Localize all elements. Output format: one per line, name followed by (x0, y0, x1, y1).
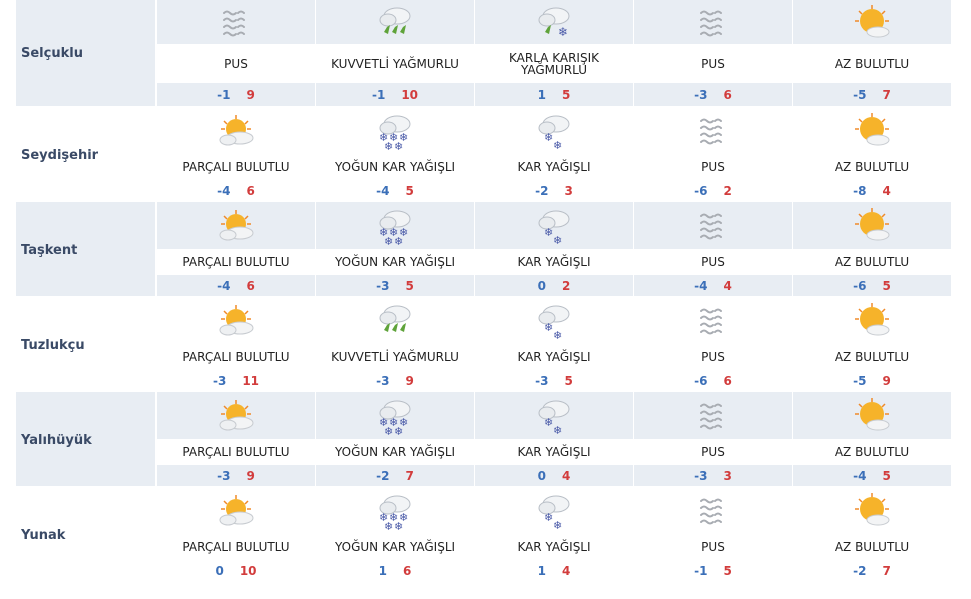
snow-icon (534, 301, 574, 341)
max-temp: 4 (882, 183, 891, 198)
min-temp: 1 (537, 87, 546, 102)
weather-description: PUS (701, 56, 725, 71)
svg-text:❄: ❄ (399, 226, 409, 239)
forecast-cell (793, 392, 951, 486)
weather-description: KAR YAĞIŞLI (517, 540, 591, 554)
min-temp: -2 (535, 183, 549, 198)
snow-icon (534, 491, 574, 531)
forecast-cell (316, 297, 474, 391)
svg-text:❄: ❄ (389, 131, 399, 144)
weather-description: AZ BULUTLU (834, 445, 910, 459)
partly-cloudy-icon (216, 491, 256, 531)
min-temp: 0 (537, 278, 546, 293)
fog-icon (693, 301, 733, 341)
forecast-cell (316, 0, 474, 106)
heavy-rain-icon (375, 3, 415, 43)
weather-description: PARÇALI BULUTLU (182, 160, 290, 174)
svg-text:❄: ❄ (553, 329, 563, 341)
svg-text:❄: ❄ (553, 519, 563, 531)
forecast-cell (157, 487, 315, 581)
min-temp: -1 (217, 87, 231, 102)
heavy-snow-icon (375, 206, 415, 246)
weather-description: KAR YAĞIŞLI (517, 255, 591, 269)
city-name: Tuzlukçu (21, 338, 85, 353)
min-temp: -3 (694, 468, 708, 483)
mostly-sunny-icon (852, 301, 892, 341)
max-temp: 9 (405, 373, 414, 388)
heavy-snow-icon (375, 491, 415, 531)
svg-text:❄: ❄ (544, 416, 554, 429)
min-temp: -3 (217, 468, 231, 483)
max-temp: 6 (246, 183, 255, 198)
fog-icon (693, 491, 733, 531)
weather-description: YOĞUN KAR YAĞIŞLI (334, 255, 456, 269)
svg-text:❄: ❄ (544, 511, 554, 524)
mostly-sunny-icon (852, 206, 892, 246)
weather-description: KAR YAĞIŞLI (517, 160, 591, 174)
max-temp: 4 (562, 563, 571, 578)
forecast-cell (634, 297, 792, 391)
svg-text:❄: ❄ (394, 235, 404, 246)
weather-description: AZ BULUTLU (834, 160, 910, 174)
weather-description: PARÇALI BULUTLU (182, 255, 290, 269)
max-temp: 7 (882, 87, 891, 102)
max-temp: 6 (723, 373, 732, 388)
max-temp: 4 (723, 278, 732, 293)
svg-text:❄: ❄ (553, 234, 563, 246)
forecast-row (16, 0, 954, 106)
max-temp: 10 (239, 563, 257, 578)
weather-description: KAR YAĞIŞLI (517, 350, 591, 364)
partly-cloudy-icon (216, 111, 256, 151)
forecast-cell (634, 392, 792, 486)
city-name: Seydişehir (21, 148, 99, 163)
svg-text:❄: ❄ (399, 131, 409, 144)
heavy-snow-icon (375, 111, 415, 151)
weather-description: KARLA KARIŞIK YAĞMURLU (509, 50, 599, 77)
city-name: Taşkent (16, 202, 155, 296)
max-temp: 5 (562, 87, 571, 102)
forecast-cell (793, 0, 951, 106)
forecast-cell (316, 107, 474, 201)
min-temp: -1 (694, 563, 708, 578)
forecast-cell (475, 392, 633, 486)
max-temp: 5 (405, 278, 414, 293)
forecast-cell (157, 0, 315, 106)
svg-text:❄: ❄ (544, 321, 554, 334)
svg-text:❄: ❄ (394, 520, 404, 531)
max-temp: 6 (403, 563, 412, 578)
svg-text:❄: ❄ (379, 226, 389, 239)
forecast-row (16, 107, 954, 201)
svg-text:❄: ❄ (384, 235, 394, 246)
svg-text:❄: ❄ (553, 139, 563, 151)
min-temp: -3 (376, 373, 390, 388)
mostly-sunny-icon (852, 111, 892, 151)
weather-description: YOĞUN KAR YAĞIŞLI (334, 540, 456, 554)
forecast-cell (634, 487, 792, 581)
snow-icon (534, 111, 574, 151)
min-temp: -4 (853, 468, 867, 483)
weather-description: AZ BULUTLU (834, 56, 910, 71)
forecast-cell (157, 297, 315, 391)
forecast-cell (475, 487, 633, 581)
fog-icon (693, 3, 733, 43)
forecast-cell (475, 297, 633, 391)
weather-description: KAR YAĞIŞLI (517, 445, 591, 459)
max-temp: 9 (246, 468, 255, 483)
max-temp: 6 (246, 278, 255, 293)
min-temp: -6 (694, 373, 708, 388)
min-temp: -4 (694, 278, 708, 293)
weather-description: AZ BULUTLU (834, 540, 910, 554)
svg-text:❄: ❄ (379, 416, 389, 429)
forecast-cell (316, 202, 474, 296)
min-temp: -3 (376, 278, 390, 293)
svg-text:❄: ❄ (399, 511, 409, 524)
forecast-cell (475, 0, 633, 106)
min-temp: -6 (694, 183, 708, 198)
forecast-cell (634, 107, 792, 201)
min-temp: -4 (376, 183, 390, 198)
max-temp: 7 (882, 563, 891, 578)
snow-icon (534, 206, 574, 246)
forecast-cell (793, 107, 951, 201)
weather-description: PUS (701, 445, 725, 459)
mostly-sunny-icon (852, 491, 892, 531)
fog-icon (216, 3, 256, 43)
max-temp: 4 (562, 468, 571, 483)
svg-text:❄: ❄ (558, 24, 569, 39)
city-name: Yalıhüyük (16, 392, 155, 486)
mostly-sunny-icon (852, 3, 892, 43)
max-temp: 5 (405, 183, 414, 198)
partly-cloudy-icon (216, 301, 256, 341)
forecast-cell (475, 107, 633, 201)
min-temp: -1 (371, 87, 386, 102)
max-temp: 11 (242, 373, 260, 388)
weather-description: PARÇALI BULUTLU (182, 445, 290, 459)
min-temp: -3 (535, 373, 549, 388)
forecast-cell (475, 202, 633, 296)
max-temp: 9 (246, 87, 255, 102)
min-temp: -4 (217, 278, 231, 293)
svg-text:❄: ❄ (379, 131, 389, 144)
forecast-cell (316, 487, 474, 581)
weather-description: PUS (701, 350, 725, 364)
city-name: Yunak (21, 528, 66, 543)
heavy-rain-icon (375, 301, 415, 341)
heavy-snow-icon (375, 396, 415, 436)
weather-description: PARÇALI BULUTLU (182, 540, 290, 554)
min-temp: -3 (694, 87, 708, 102)
min-temp: -2 (376, 468, 390, 483)
max-temp: 2 (562, 278, 571, 293)
weather-description: AZ BULUTLU (834, 350, 910, 364)
min-temp: -4 (217, 183, 231, 198)
min-temp: -5 (853, 87, 867, 102)
svg-text:❄: ❄ (399, 416, 409, 429)
max-temp: 9 (882, 373, 891, 388)
forecast-cell (157, 202, 315, 296)
forecast-cell (157, 107, 315, 201)
sleet-icon (534, 3, 574, 43)
svg-text:❄: ❄ (384, 140, 394, 151)
forecast-cell (157, 392, 315, 486)
forecast-cell (793, 202, 951, 296)
svg-text:❄: ❄ (544, 226, 554, 239)
min-temp: -8 (853, 183, 867, 198)
max-temp: 3 (723, 468, 732, 483)
weather-description: PARÇALI BULUTLU (182, 350, 290, 364)
min-temp: -2 (853, 563, 867, 578)
max-temp: 7 (405, 468, 414, 483)
forecast-row (16, 297, 954, 391)
min-temp: -5 (853, 373, 867, 388)
weather-description: YOĞUN KAR YAĞIŞLI (334, 160, 456, 174)
weather-description: PUS (224, 56, 248, 71)
fog-icon (693, 206, 733, 246)
weather-description: KUVVETLİ YAĞMURLU (331, 56, 459, 71)
svg-text:❄: ❄ (379, 511, 389, 524)
min-temp: 1 (378, 563, 387, 578)
svg-text:❄: ❄ (389, 226, 399, 239)
max-temp: 5 (564, 373, 573, 388)
min-temp: 0 (215, 563, 224, 578)
partly-cloudy-icon (216, 396, 256, 436)
max-temp: 5 (882, 278, 891, 293)
svg-text:❄: ❄ (544, 131, 554, 144)
max-temp: 10 (401, 87, 419, 102)
svg-text:❄: ❄ (394, 140, 404, 151)
svg-text:❄: ❄ (389, 416, 399, 429)
forecast-row (16, 392, 954, 486)
forecast-cell (793, 297, 951, 391)
weather-description: PUS (701, 540, 725, 554)
min-temp: -6 (853, 278, 867, 293)
forecast-row (16, 202, 954, 296)
weather-description: PUS (701, 255, 725, 269)
snow-icon (534, 396, 574, 436)
weather-description: YOĞUN KAR YAĞIŞLI (334, 445, 456, 459)
svg-text:❄: ❄ (384, 425, 394, 436)
forecast-cell (793, 487, 951, 581)
svg-text:❄: ❄ (384, 520, 394, 531)
weather-description: AZ BULUTLU (834, 255, 910, 269)
max-temp: 5 (882, 468, 891, 483)
fog-icon (693, 111, 733, 151)
svg-text:❄: ❄ (553, 424, 563, 436)
max-temp: 6 (723, 87, 732, 102)
mostly-sunny-icon (852, 396, 892, 436)
min-temp: 1 (537, 563, 546, 578)
max-temp: 2 (723, 183, 732, 198)
partly-cloudy-icon (216, 206, 256, 246)
weather-description: PUS (701, 160, 725, 174)
forecast-cell (634, 0, 792, 106)
max-temp: 3 (564, 183, 573, 198)
city-name: Selçuklu (16, 0, 155, 106)
forecast-row (16, 487, 954, 581)
min-temp: -3 (212, 373, 227, 388)
forecast-cell (316, 392, 474, 486)
fog-icon (693, 396, 733, 436)
forecast-cell (634, 202, 792, 296)
weather-description: KUVVETLİ YAĞMURLU (331, 350, 459, 364)
max-temp: 5 (723, 563, 732, 578)
min-temp: 0 (537, 468, 546, 483)
svg-text:❄: ❄ (394, 425, 404, 436)
svg-text:❄: ❄ (389, 511, 399, 524)
